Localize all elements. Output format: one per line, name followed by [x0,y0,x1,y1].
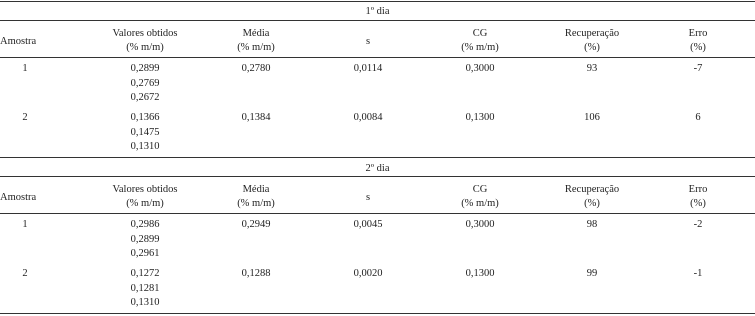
header-valores-obtidos: Valores obtidos [112,184,178,195]
header-cg-unit: (% m/m) [461,198,499,209]
header-erro: Erro [688,28,708,39]
cell-amostra: 2 [22,268,28,279]
cell-recuperacao: 99 [586,268,598,279]
cell-erro: -7 [693,63,703,74]
cell-valor: 0,2899 [130,233,160,245]
header-s: s [365,36,371,47]
cell-erro: 6 [695,112,701,123]
header-media: Média [242,184,270,195]
header-cg: CG [472,184,488,195]
header-amostra: Amostra [0,36,37,47]
cell-valor: 0,1310 [130,297,160,308]
header-recuperacao: Recuperação [564,28,620,39]
cell-media: 0,1384 [241,112,271,123]
header-cg-unit: (% m/m) [461,42,499,53]
cell-cg: 0,1300 [465,268,495,279]
cell-cg: 0,3000 [465,63,495,74]
cell-erro: -2 [693,219,703,230]
header-media-unit: (% m/m) [237,42,275,53]
header-cg: CG [472,28,488,39]
cell-valor: 0,1310 [130,141,160,152]
rule [0,213,755,214]
cell-amostra: 1 [22,63,28,74]
cell-valor: 0,1281 [130,282,160,294]
rule [0,176,755,177]
cell-amostra: 2 [22,112,28,123]
rule [0,57,755,58]
header-erro: Erro [688,184,708,195]
header-media-unit: (% m/m) [237,198,275,209]
cell-s: 0,0114 [353,63,383,74]
rule [0,20,755,21]
header-erro-unit: (%) [690,198,706,209]
header-s: s [365,192,371,203]
cell-valor: 0,1272 [130,268,160,279]
cell-s: 0,0084 [353,112,383,123]
header-erro-unit: (%) [690,42,706,53]
header-recuperacao-unit: (%) [584,42,600,53]
cell-valor: 0,1366 [130,112,160,123]
header-amostra: Amostra [0,192,37,203]
day-title: 2º dia [365,163,390,174]
cell-media: 0,2780 [241,63,271,74]
cell-recuperacao: 93 [586,63,598,74]
header-media: Média [242,28,270,39]
day-title: 1º dia [365,6,390,17]
cell-cg: 0,3000 [465,219,495,230]
cell-cg: 0,1300 [465,112,495,123]
cell-recuperacao: 106 [584,112,600,123]
header-valores-obtidos: Valores obtidos [112,28,178,39]
cell-valor: 0,2961 [130,248,160,259]
cell-erro: -1 [693,268,703,279]
header-valores-unit: (% m/m) [126,42,164,53]
cell-media: 0,1288 [241,268,271,279]
top-rule [0,1,755,2]
cell-s: 0,0020 [353,268,383,279]
rule [0,157,755,158]
cell-amostra: 1 [22,219,28,230]
cell-valor: 0,1475 [130,126,160,138]
cell-valor: 0,2986 [130,219,160,230]
cell-valor: 0,2769 [130,77,160,89]
cell-valor: 0,2899 [130,63,160,74]
cell-valor: 0,2672 [130,92,160,103]
cell-media: 0,2949 [241,219,271,230]
bottom-rule [0,313,755,314]
cell-s: 0,0045 [353,219,383,230]
cell-recuperacao: 98 [586,219,598,230]
header-valores-unit: (% m/m) [126,198,164,209]
header-recuperacao: Recuperação [564,184,620,195]
header-recuperacao-unit: (%) [584,198,600,209]
